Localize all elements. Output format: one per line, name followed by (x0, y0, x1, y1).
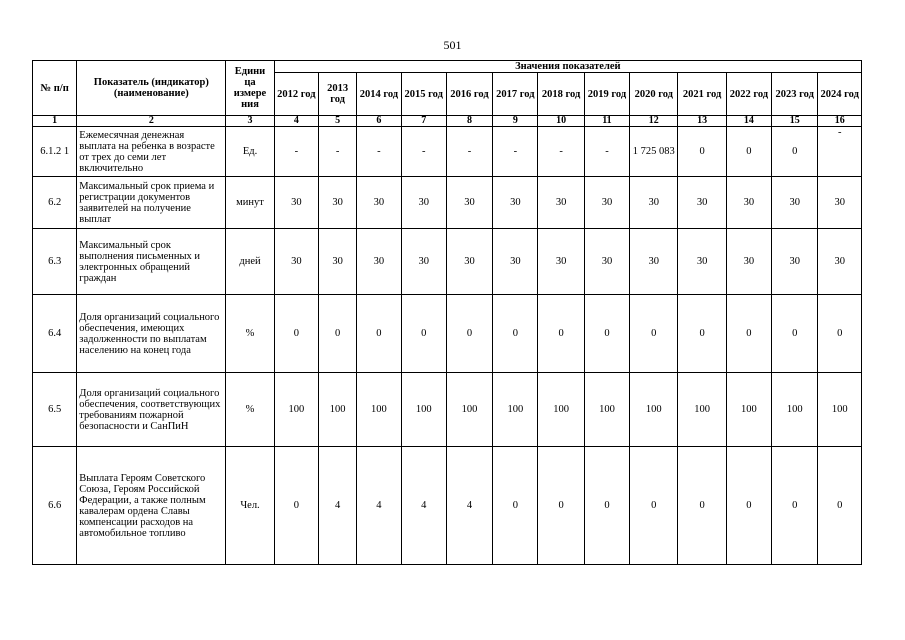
value-cell: 0 (584, 295, 629, 373)
value-cell: 0 (630, 447, 678, 565)
header-year: 2015 год (401, 73, 446, 116)
value-cell: 30 (538, 229, 584, 295)
table-body (33, 127, 862, 565)
indicator-name: Максимальный срок приема и регистрации документов заявителей на получение выплат (77, 177, 226, 229)
column-number: 9 (493, 116, 538, 127)
value-cell: 0 (446, 295, 492, 373)
header-year: 2023 год (772, 73, 818, 116)
table-row (33, 177, 862, 229)
header-indicator: Показатель (индикатор) (наименование) (77, 61, 226, 116)
header-year: 2022 год (726, 73, 771, 116)
value-cell: 0 (493, 447, 538, 565)
value-cell: 100 (318, 373, 356, 447)
column-number: 14 (726, 116, 771, 127)
value-cell: 100 (446, 373, 492, 447)
value-cell: 0 (726, 127, 771, 177)
value-cell: 0 (274, 447, 318, 565)
column-number: 16 (818, 116, 862, 127)
column-number: 11 (584, 116, 629, 127)
column-number: 5 (318, 116, 356, 127)
value-cell: 100 (630, 373, 678, 447)
value-cell: 100 (678, 373, 726, 447)
value-cell: 30 (818, 229, 862, 295)
value-cell: 0 (401, 295, 446, 373)
indicator-name: Доля организаций социального обеспечения, соответствующих требованиям пожарной безопасности и СанПиН (77, 373, 226, 447)
header-year: 2017 год (493, 73, 538, 116)
header-year: 2013 год (318, 73, 356, 116)
indicator-name: Максимальный срок выполнения письменных и электронных обращений граждан (77, 229, 226, 295)
indicator-name: Доля организаций социального обеспечения, имеющих задолженности по выплатам населению на конец года (77, 295, 226, 373)
value-cell: 100 (401, 373, 446, 447)
value-cell: 30 (493, 229, 538, 295)
column-number: 6 (357, 116, 401, 127)
value-cell: 30 (772, 177, 818, 229)
value-cell: - (401, 127, 446, 177)
value-cell: 0 (772, 447, 818, 565)
value-cell: 30 (584, 177, 629, 229)
value-cell: 0 (274, 295, 318, 373)
value-cell: 100 (493, 373, 538, 447)
value-cell: 0 (772, 127, 818, 177)
value-cell: 30 (772, 229, 818, 295)
value-cell: 0 (678, 447, 726, 565)
table-row (33, 229, 862, 295)
value-cell: - (446, 127, 492, 177)
header-year: 2019 год (584, 73, 629, 116)
value-cell: 0 (726, 447, 771, 565)
unit-cell: % (226, 373, 274, 447)
unit-cell: Ед. (226, 127, 274, 177)
value-cell: - (318, 127, 356, 177)
value-cell: 30 (678, 177, 726, 229)
row-index: 6.2 (33, 177, 77, 229)
value-cell: 100 (357, 373, 401, 447)
value-cell: 30 (493, 177, 538, 229)
column-number: 13 (678, 116, 726, 127)
value-cell: - (493, 127, 538, 177)
value-cell: 30 (678, 229, 726, 295)
column-number: 7 (401, 116, 446, 127)
header-year: 2018 год (538, 73, 584, 116)
unit-cell: % (226, 295, 274, 373)
value-cell: - (584, 127, 629, 177)
column-number: 1 (33, 116, 77, 127)
value-cell: 30 (401, 229, 446, 295)
value-cell: 30 (401, 177, 446, 229)
unit-cell: Чел. (226, 447, 274, 565)
table-row (33, 447, 862, 565)
column-number: 8 (446, 116, 492, 127)
row-index: 6.6 (33, 447, 77, 565)
value-cell: 0 (726, 295, 771, 373)
value-cell: 0 (818, 447, 862, 565)
column-number: 4 (274, 116, 318, 127)
value-cell: 0 (538, 295, 584, 373)
value-cell: - (818, 127, 862, 177)
value-cell: 100 (726, 373, 771, 447)
value-cell: 0 (818, 295, 862, 373)
row-index: 6.3 (33, 229, 77, 295)
header-year: 2014 год (357, 73, 401, 116)
header-year: 2024 год (818, 73, 862, 116)
value-cell: 30 (357, 229, 401, 295)
value-cell: - (274, 127, 318, 177)
table-row (33, 295, 862, 373)
unit-cell: дней (226, 229, 274, 295)
value-cell: 100 (274, 373, 318, 447)
header-year: 2020 год (630, 73, 678, 116)
table-row (33, 373, 862, 447)
indicator-name: Выплата Героям Советского Союза, Героям Российской Федерации, а также полным кавалерам ордена Славы компенсации расходов на автомобильное топливо (77, 447, 226, 565)
value-cell: 30 (318, 177, 356, 229)
page-number: 501 (443, 38, 462, 52)
value-cell: 0 (357, 295, 401, 373)
value-cell: 30 (274, 177, 318, 229)
row-index: 6.5 (33, 373, 77, 447)
indicators-table (32, 60, 862, 565)
row-index: 6.4 (33, 295, 77, 373)
value-cell: 4 (401, 447, 446, 565)
header-year: 2012 год (274, 73, 318, 116)
value-cell: 0 (584, 447, 629, 565)
table-row (33, 127, 862, 177)
value-cell: 30 (446, 229, 492, 295)
unit-cell: минут (226, 177, 274, 229)
value-cell: 30 (446, 177, 492, 229)
value-cell: 100 (818, 373, 862, 447)
header-num: № п/п (33, 61, 77, 116)
value-cell: 30 (630, 177, 678, 229)
value-cell: 30 (818, 177, 862, 229)
column-number-row (33, 116, 862, 127)
value-cell: 4 (318, 447, 356, 565)
value-cell: 30 (274, 229, 318, 295)
column-number: 10 (538, 116, 584, 127)
column-number: 3 (226, 116, 274, 127)
value-cell: 1 725 083 (630, 127, 678, 177)
value-cell: - (538, 127, 584, 177)
header-year: 2021 год (678, 73, 726, 116)
value-cell: 0 (630, 295, 678, 373)
row-index: 6.1.2 1 (33, 127, 77, 177)
header-year: 2016 год (446, 73, 492, 116)
value-cell: 100 (772, 373, 818, 447)
value-cell: 4 (446, 447, 492, 565)
value-cell: 30 (357, 177, 401, 229)
value-cell: 30 (584, 229, 629, 295)
column-number: 15 (772, 116, 818, 127)
value-cell: 30 (726, 177, 771, 229)
indicator-name: Ежемесячная денежная выплата на ребенка в возрасте от трех до семи лет включительно (77, 127, 226, 177)
value-cell: 0 (318, 295, 356, 373)
value-cell: - (357, 127, 401, 177)
value-cell: 100 (584, 373, 629, 447)
value-cell: 0 (772, 295, 818, 373)
value-cell: 0 (678, 127, 726, 177)
value-cell: 30 (726, 229, 771, 295)
value-cell: 100 (538, 373, 584, 447)
value-cell: 0 (493, 295, 538, 373)
value-cell: 0 (538, 447, 584, 565)
value-cell: 4 (357, 447, 401, 565)
column-number: 12 (630, 116, 678, 127)
header-unit: Едини ца измере ния (226, 61, 274, 116)
value-cell: 30 (630, 229, 678, 295)
column-number: 2 (77, 116, 226, 127)
value-cell: 30 (538, 177, 584, 229)
header-row-1 (33, 61, 862, 73)
value-cell: 0 (678, 295, 726, 373)
header-values-group: Значения показателей (274, 61, 861, 73)
value-cell: 30 (318, 229, 356, 295)
